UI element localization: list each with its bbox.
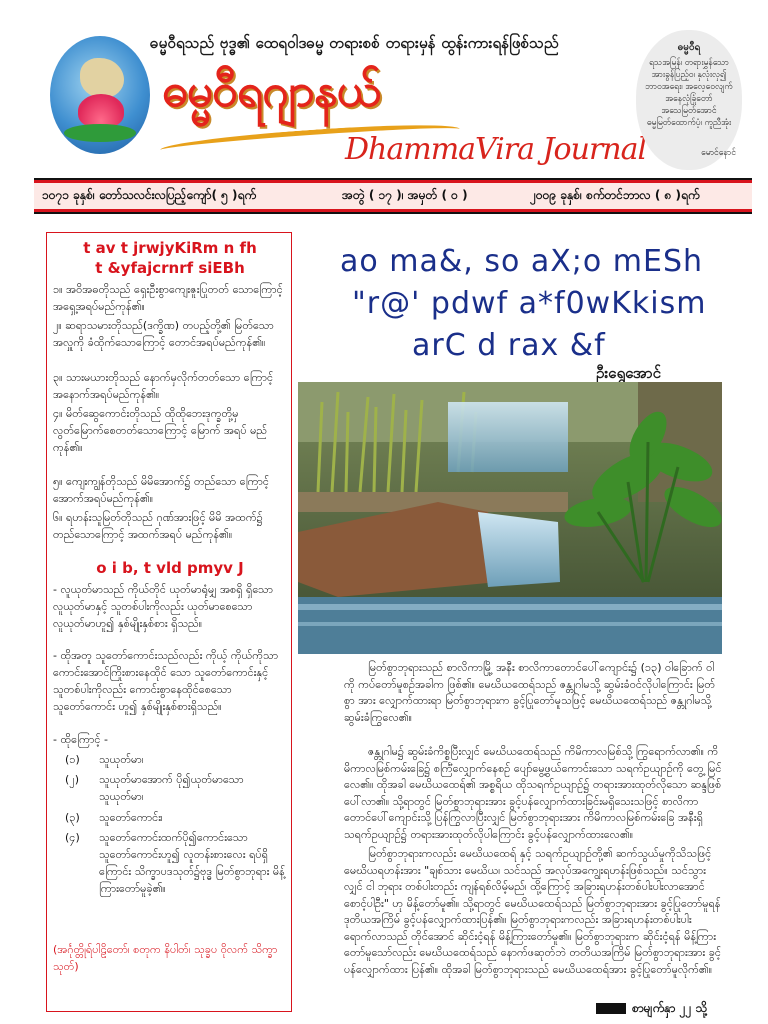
masthead-title: ဓမ္မဝီရဂျာနယ် [162, 63, 381, 117]
list-number: (၄) [65, 831, 80, 844]
article-title-line-3: arC d rax &f [412, 328, 606, 363]
article-paragraph: မြတ်စွာဘုရားသည် စာလိကာမြို့ အနီး စာလိကာတောင်ပေါ်ကျောင်း၌ (၁၃) ဝါခြောက် ဝါကို ကပ်တော်မူစဉ်အခါက ဖြစ်၏။ မေဃိယထေရ်သည် ဇန္တုဂါမသို့ ဆွမ်းခံဝင်လိုပါကြောင်း မြတ်စွာ အား လျှောက်ထားရာ မြတ်စွာဘုရားက ခွင့်ပြုတော်မူသဖြင့် မေဃိယထေရ်သည် ဇန္တုဂါမသို့ ဆွမ်းခံကြွလေ၏။ [344, 661, 716, 724]
list-number: (၁) [65, 753, 80, 766]
list-text: သူယုတ်မာ၊ [99, 753, 144, 766]
left-column-box [46, 232, 292, 1012]
motto-line: အနေလုံခြုံတော် [665, 94, 713, 104]
motto-circle [636, 30, 742, 170]
masthead-subtitle: DhammaVira Journal [345, 132, 647, 167]
continued-page-note [596, 1000, 707, 1018]
list-number: (၃) [65, 811, 80, 824]
header-slogan: ဓမ္မဝီရသည် ဗုဒ္ဓ၏ ထေရဝါဒဓမ္မ တရားစစ် တရားမှန် ထွန်းကားရန်ဖြစ်သည် [150, 34, 559, 52]
list-item: ၂။ ဆရာသမားတိုသည်(ဒက္ခိဏ) တပည့်တို့၏ မြတ်သောအလှူကို ခံထိုက်သောကြောင့် တောင်အရပ်မည်ကုန်၏။ [53, 319, 274, 349]
left-heading-2: t &yfajcrnrf siEBh [95, 259, 245, 277]
date-myanmar: ၁၀၇၁ ခုနှစ်၊ တော်သလင်းလပြည့်ကျော်( ၅ )ရက် [42, 188, 257, 202]
source-citation: (အင်္ဂုတ္တိုရ်ပါဠိတော်၊ စတုက နိပါတ်၊ သုခ္ခပ ဝိုလက် သိက္ခာသုတ်) [53, 943, 278, 973]
list-text: သူတော်ကောင်းထက်ပို၍ကောင်းသော သူတော်ကောင်းဟူ၍ လူတန်းစားလေး ရပ်ရှိကြောင်း သိက္ခာပဒသုတ်၌ဗုဒ္ဓ မြတ်စွာဘုရား မိန့်ကြားတော်မူခဲ့၏။ [99, 831, 285, 895]
black-marker [596, 1003, 626, 1014]
list-item: ၃။ သားမယားတိုသည် နောက်မှလိုက်တတ်သော ကြောင့် အနောက်အရပ်မည်ကုန်၏။ [53, 371, 274, 401]
motto-line: အသေမြတ်အောင် [661, 106, 717, 116]
motto-line: ဘာဝအရေး၊ အလေ့ဝေလျက် [645, 82, 733, 92]
bullet-item: - လူယုတ်မာသည် ကိုယ်တိုင် ယုတ်မာရုံမျှ အစရှိ ရှိသော လူယုတ်မာနှင့် သူတစ်ပါးကိုလည်း ယုတ်မာစေသော လူယုတ်မာဟူ၍ နှစ်မျိုးနှစ်စား ရှိသည်။ [53, 583, 274, 630]
motto-line: ဓမ္မမြတ်ထောက်ပံ့၊ ကူညီအုံး [646, 118, 732, 128]
waterfall-photo [298, 382, 722, 654]
bullet-item: - ထိုကြောင့် - [53, 733, 108, 746]
article-title-line-2: "r@' pdwf a*f0wKkism [352, 286, 707, 321]
motto-line: အားခွန်ပြည့်ဝ၊ နှလုံးလှ၍ [651, 70, 727, 80]
left-heading-3: o i b, t vld pmyv J [96, 559, 244, 577]
article-title-line-1: ao ma&, so aX;o mESh [340, 244, 704, 279]
list-item: ၁။ အဝိအဓတိုသည် ရှေးဦးစွာကျေးဇူးပြုတတ် သောကြောင့် အရှေ့အရပ်မည်ကုန်၏။ [53, 283, 283, 313]
list-text: သူတော်ကောင်း၊ [99, 811, 163, 824]
list-item: ၄။ မိတ်ဆွေကောင်းတိုသည် ထိုထိုဘေးဒုက္ခတို့မှ လွတ်မြောက်စေတတ်သောကြောင့် မြောက် အရပ် မည်ကုန်၏။ [53, 407, 268, 454]
journal-logo-globe-lotus [50, 36, 150, 154]
bullet-item: - ထိုအတူ သူတော်ကောင်းသည်လည်း ကိုယ့် ကိုယ်ကိုသာကောင်းအောင်ကြိုးစားနေထိုင် သော သူတော်ကောင်းနှင့် သူတစ်ပါးကိုလည်း ကောင်းစွာနေထိုင်စေသော သူတော်ကောင်း ဟူ၍ နှစ်မျိုးနှစ်စားရှိသည်။ [53, 649, 279, 713]
list-number: (၂) [65, 773, 79, 786]
motto-title: ဓမ္မဝီရ [677, 42, 701, 53]
left-heading-1: t av t jrwjyKiRm n fh [83, 239, 257, 257]
date-bar [34, 183, 752, 209]
article-paragraph: မြတ်စွာဘုရားကလည်း မေဃိယထေရ် နှင့် သရက်ဥယျာဉ်တို့၏ ဆက်သွယ်မှုကိုသိသဖြင့် မေဃိယရဟန်းအား "ချစ်သား မေဃိယ၊ သင်သည် အလုပ်အကျွေးရဟန်းဖြစ်သည်။ သင်သွားလျှင် ငါ ဘုရား တစ်ပါးတည်း ကျန်ရစ်လိမ့်မည်၊ ထို့ကြောင့် အခြားရဟန်းတစ်ပါးပါးလာအောင် စောင့်ပါဦး" ဟု မိန့်တော်မူ၏။ သို့ရာတွင် မေဃိယထေရ်သည် မြတ်စွာဘုရားအား ခွင့်ပြုတော်မူရန် ဒုတိယအကြိမ် ခွင့်ပန်လျှောက်ထားပြန်၏။ မြတ်စွာဘုရားကလည်း အခြားရဟန်းတစ်ပါးပါး ရောက်လာသည် တိုင်အောင် ဆိုင်းငံ့ရန် မိန့်ကြားတော်မူ၏။ မြတ်စွာဘုရားက ဆိုင်းငံ့ရန် မိန့်ကြားတော်မူသော်လည်း မေဃိယထေရ်သည် နောက်ဖဆုတ်ဘဲ တတိယအကြိမ် မြတ်စွာဘုရားအား ခွင့်ပန်လျှောက်ထား ပြန်၏။ ထိုအခါ မြတ်စွာဘုရားသည် မေဃိယထေရ်အား ခွင့်ပြုတော်မူလိုက်၏။ [344, 847, 722, 976]
date-gregorian: ၂၀၀၉ ခုနှစ်၊ စက်တင်ဘာလ ( ၈ )ရက် [530, 188, 700, 202]
list-item: ၅။ ကျေးကျွန်တိုသည် မိမိအောက်၌ တည်သော ကြောင့် အောက်အရပ်မည်ကုန်၏။ [53, 475, 270, 505]
list-text: သူယုတ်မာအောက် ပို၍ယုတ်မာသော သူယုတ်မာ၊ [99, 773, 244, 803]
list-item: ၆။ ရဟန်းသူမြတ်တိုသည် ဂုဏ်အားဖြင့် မိမိ အထက်၌ တည်သောကြောင့် အထက်အရပ် မည်ကုန်၏။ [53, 511, 263, 541]
article-author: ဦးရွှေအောင် [596, 364, 661, 382]
motto-signature: မောင်နောင် [701, 148, 736, 158]
article-paragraph: ဇန္တုဂါမ၌ ဆွမ်းခံကိစ္စပြီးလျှင် မေဃိယထေရ်သည် ကိမိကာလမြစ်သို့ ကြွရောက်လာ၏။ ကိမိကာလမြစ်ကမ်းခြေ၌ စင်္ကြံလျှောက်နေစဉ် ပျော်မွေ့ဖွယ်ကောင်းသော သရက်ဥယျာဉ်ကို တွေ့ မြင်လေ၏။ ထိုအခါ မေဃိယထေရ်၏ အစ္စရိယ ထိုသရက်ဥယျာဉ်၌ တရားအားထုတ်လိုသော ဆန္ဒဖြစ်ပေါ်လာ၏။ သို့ရာတွင် မြတ်စွာဘုရားအား ခွင့်ပန်လျှောက်ထားခြင်းမရှိသေးသဖြင့် စာလိကာတောင်ပေါ်ကျောင်းသို့ ပြန်ကြွလာပြီးလျှင် မြတ်စွာဘုရားအား ကိမိကာလမြစ်ကမ်းခြေ အနီးရှိ သရက်ဥယျာဉ်၌ တရားအားထုတ်လိုပါကြောင်း ခွင့်ပန်လျှောက်ထားလေ၏။ [344, 745, 722, 841]
continued-page-text: စာမျက်နှာ ၂၂ သို့ [632, 1001, 708, 1015]
issue-number: အတွဲ ( ၁၇ )၊ အမှတ် ( ၀ ) [342, 188, 468, 202]
motto-line: ရသအမြန်၊ တရားမွှန်သော [649, 58, 729, 68]
